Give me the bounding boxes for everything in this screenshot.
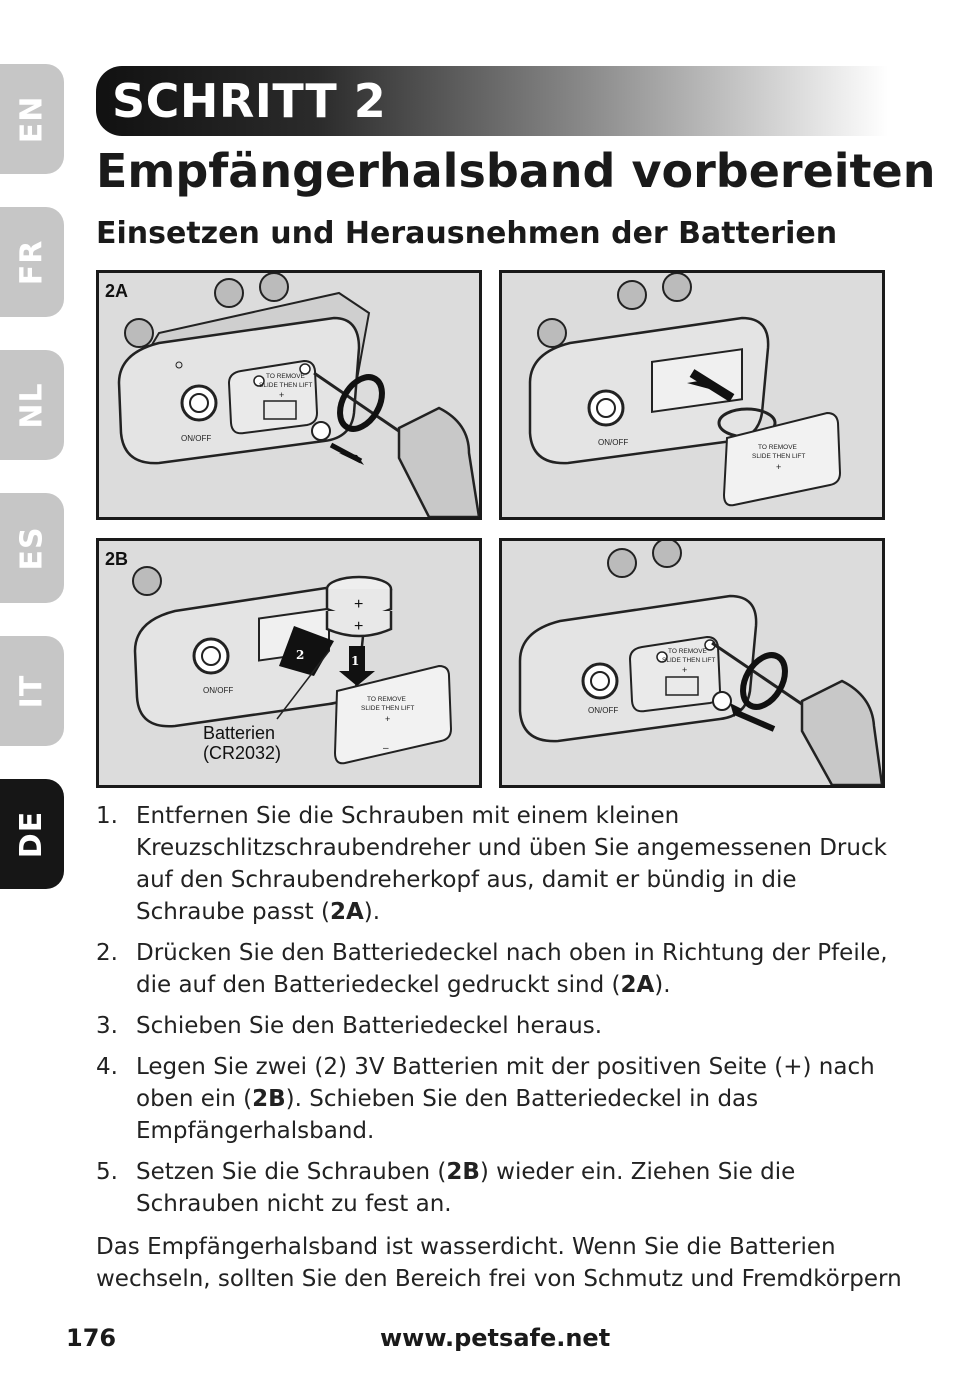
plus-sign: + (682, 665, 688, 675)
lang-tab-fr[interactable] (0, 207, 64, 317)
lang-tab-label: ES (14, 525, 50, 571)
figure-ref: 2B (446, 1159, 480, 1185)
lang-tab-nl[interactable] (0, 350, 64, 460)
arrow-number: 1 (351, 654, 360, 668)
plus-sign: + (385, 714, 391, 724)
section-subtitle: Einsetzen und Herausnehmen der Batterien (96, 216, 838, 251)
receiver-illustration (99, 273, 479, 517)
battery-caption (203, 723, 281, 763)
step-text: Drücken Sie den Batteriedeckel nach oben in Richtung der Pfeile, die auf den Batteriedeckel gedruckt sind ( (136, 940, 888, 998)
on-off-label: ON/OFF (181, 434, 212, 443)
step-text: Entfernen Sie die Schrauben mit einem kleinen Kreuzschlitzschraubendreher und üben Sie angemessenen Druck auf den Schraubendreherkopf aus, damit er bündig in die Schraube passt ( (136, 803, 887, 925)
step-text: ) wieder ein. Ziehen Sie die Schrauben nicht zu fest an. (136, 1159, 796, 1217)
lang-tab-en[interactable] (0, 64, 64, 174)
receiver-illustration (502, 273, 882, 517)
receiver-illustration (502, 541, 882, 785)
step-text: ). (654, 972, 671, 998)
lang-tab-label: IT (14, 674, 50, 708)
step-number: 4. (96, 1054, 118, 1080)
cover-text: SLIDE THEN LIFT (752, 453, 806, 460)
step-banner-text: SCHRITT 2 (112, 74, 387, 128)
step-text: Legen Sie zwei (2) 3V Batterien mit der positiven Seite (+) nach oben ein ( (136, 1054, 875, 1112)
cover-text: SLIDE THEN LIFT (662, 657, 716, 664)
plus-sign: + (279, 390, 285, 400)
battery-caption-line: Batterien (203, 723, 276, 743)
instruction-step (96, 1051, 896, 1147)
figure-ref: 2B (252, 1086, 286, 1112)
figure-ref: 2A (329, 899, 364, 925)
instruction-step (96, 1010, 896, 1042)
cover-text: SLIDE THEN LIFT (259, 382, 313, 389)
instruction-step (96, 800, 896, 928)
cover-text: TO REMOVE (758, 444, 797, 451)
minus-sign: – (383, 743, 389, 754)
receiver-illustration (99, 541, 479, 785)
step-number: 1. (96, 803, 118, 829)
step-banner (96, 66, 888, 136)
arrow-number: 2 (296, 648, 305, 662)
lang-tab-label: DE (14, 810, 50, 858)
step-number: 3. (96, 1013, 118, 1039)
waterproof-note: Das Empfängerhalsband ist wasserdicht. Wenn Sie die Batterien wechseln, sollten Sie den Bereich frei von Schmutz und Fremdkörpern (96, 1234, 902, 1292)
plus-sign: + (776, 462, 782, 472)
battery-plus: + (354, 596, 364, 613)
website-link[interactable]: www.petsafe.net (380, 1324, 611, 1352)
on-off-label: ON/OFF (598, 438, 629, 447)
step-text: ). (363, 899, 381, 925)
cover-text: TO REMOVE (367, 696, 406, 703)
figure-2a-remove-cover (499, 270, 885, 520)
step-number: 5. (96, 1159, 118, 1185)
battery-caption-line: (CR2032) (203, 743, 282, 763)
figure-2a-remove-screw (96, 270, 482, 520)
step-number: 2. (96, 940, 118, 966)
figure-ref: 2A (620, 972, 655, 998)
cover-text: TO REMOVE (266, 373, 305, 380)
page-title: Empfängerhalsband vorbereiten (96, 144, 936, 198)
figure-2b-insert-batteries (96, 538, 482, 788)
lang-tab-label: NL (14, 381, 50, 429)
lang-tab-it[interactable] (0, 636, 64, 746)
step-text: Schieben Sie den Batteriedeckel heraus. (136, 1013, 603, 1039)
on-off-label: ON/OFF (588, 706, 619, 715)
battery-plus: + (354, 618, 364, 635)
minus-sign: – (774, 491, 780, 502)
instruction-list (96, 800, 896, 1229)
figure-label-2a: 2A (105, 281, 129, 301)
lang-tab-label: FR (14, 239, 50, 285)
lang-tab-label: EN (14, 95, 50, 143)
on-off-label: ON/OFF (203, 686, 234, 695)
step-text: Setzen Sie die Schrauben ( (136, 1159, 447, 1185)
cover-text: SLIDE THEN LIFT (361, 705, 415, 712)
instruction-step (96, 937, 896, 1001)
lang-tab-es[interactable] (0, 493, 64, 603)
lang-tab-de[interactable] (0, 779, 64, 889)
figure-2b-replace-screw (499, 538, 885, 788)
step-text: ). Schieben Sie den Batteriedeckel in das Empfängerhalsband. (136, 1086, 759, 1144)
page-number: 176 (66, 1324, 117, 1352)
figure-label-2b: 2B (105, 549, 129, 569)
cover-text: TO REMOVE (668, 648, 707, 655)
instruction-step (96, 1156, 896, 1220)
